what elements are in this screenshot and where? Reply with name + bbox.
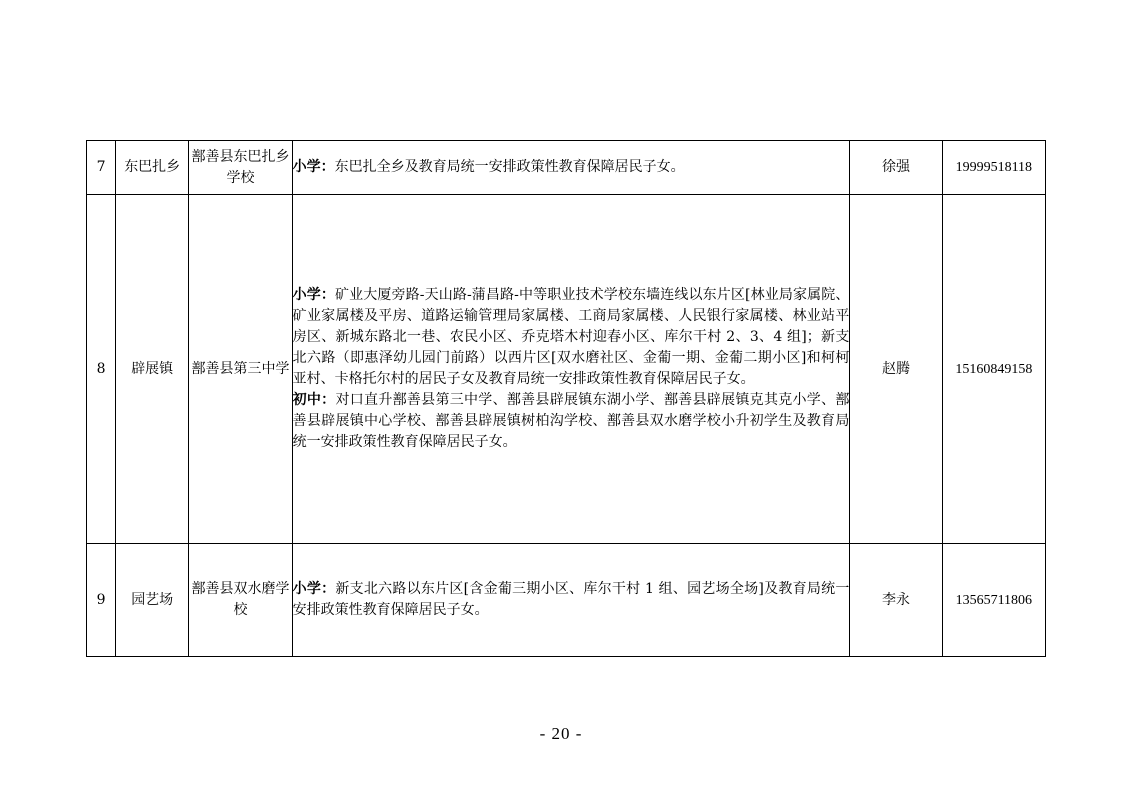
scope-text: 新支北六路以东片区[含金葡三期小区、库尔干村 1 组、园艺场全场]及教育局统一安排政策性教育保障居民子女。 [292,581,850,618]
scope-paragraph [293,285,850,390]
enrollment-scope-cell [292,141,850,195]
level-label: 初中： [292,392,336,408]
town-cell: 辟展镇 [116,195,189,544]
level-label: 小学： [292,159,335,175]
contact-person-cell: 赵腾 [850,195,942,544]
enrollment-table [86,140,1046,657]
level-label: 小学： [292,581,336,597]
scope-paragraph [293,390,850,453]
phone-cell: 19999518118 [942,141,1045,195]
level-label: 小学： [292,287,335,303]
row-number: 9 [87,544,116,657]
row-number: 7 [87,141,116,195]
scope-text: 东巴扎全乡及教育局统一安排政策性教育保障居民子女。 [334,159,685,175]
scope-paragraph [293,579,850,621]
school-cell: 鄯善县东巴扎乡学校 [189,141,292,195]
row-number: 8 [87,195,116,544]
contact-person-cell: 李永 [850,544,942,657]
phone-cell: 15160849158 [942,195,1045,544]
scope-text: 矿业大厦旁路-天山路-蒲昌路-中等职业技术学校东墙连线以东片区[林业局家属院、矿业家属楼及平房、道路运输管理局家属楼、工商局家属楼、人民银行家属楼、林业站平房区、新城东路北一巷、农民小区、乔克塔木村迎春小区、库尔干村 2、3、4 组]；新支北六路（即惠泽幼儿园门前路）以西片区[双水磨社区、金葡一期、金葡二期小区]和柯柯亚村、卡格托尔村的居民子女及教育局统一安排政策性教育保障居民子女。 [292,287,850,387]
contact-person-cell: 徐强 [850,141,942,195]
scope-paragraph [293,157,850,178]
town-cell: 园艺场 [116,544,189,657]
enrollment-scope-cell [292,544,850,657]
table-row [87,195,1046,544]
table-row [87,544,1046,657]
page-number: - 20 - [539,724,583,743]
school-cell: 鄯善县双水磨学校 [189,544,292,657]
phone-cell: 13565711806 [942,544,1045,657]
scope-text: 对口直升鄯善县第三中学、鄯善县辟展镇东湖小学、鄯善县辟展镇克其克小学、鄯善县辟展镇中心学校、鄯善县辟展镇树柏沟学校、鄯善县双水磨学校小升初学生及教育局统一安排政策性教育保障居民子女。 [292,392,850,450]
enrollment-scope-cell [292,195,850,544]
table-row [87,141,1046,195]
school-cell: 鄯善县第三中学 [189,195,292,544]
town-cell: 东巴扎乡 [116,141,189,195]
